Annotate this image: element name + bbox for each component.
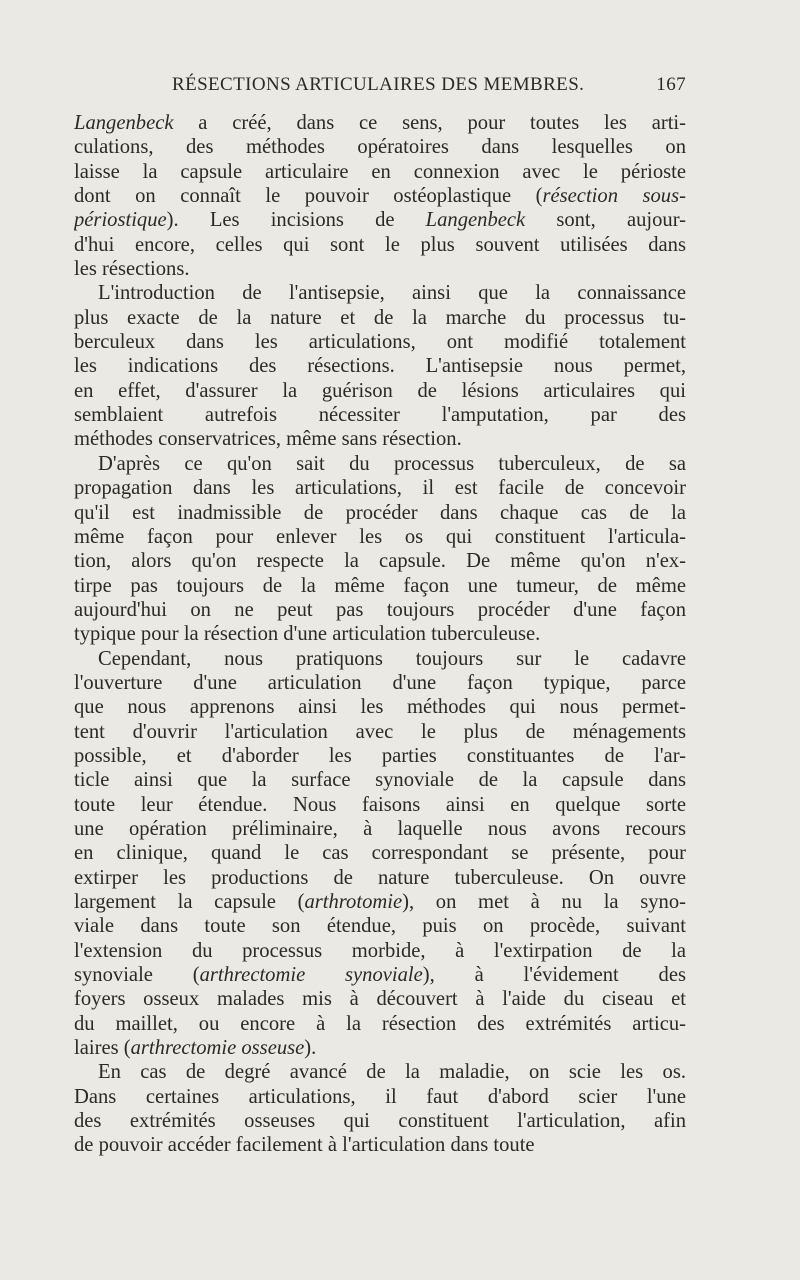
text-segment: une opération préliminaire, à laquelle nous avons recours xyxy=(74,817,686,840)
text-segment: dont on connaît le pouvoir ostéoplastique ( xyxy=(74,185,543,208)
text-line xyxy=(74,987,686,1011)
text-line xyxy=(74,598,686,622)
text-line xyxy=(74,501,686,525)
text-line xyxy=(74,427,686,451)
text-line xyxy=(74,135,686,159)
text-segment: qu'il est inadmissible de procéder dans chaque cas de la xyxy=(74,501,686,524)
text-segment: semblaient autrefois nécessiter l'amputation, par des xyxy=(74,404,686,427)
text-segment: l'ouverture d'une articulation d'une façon typique, parce xyxy=(74,671,686,694)
text-line xyxy=(74,549,686,573)
text-segment: propagation dans les articulations, il est facile de concevoir xyxy=(74,477,686,500)
text-segment: Cependant, nous pratiquons toujours sur le cadavre xyxy=(98,647,686,670)
text-line xyxy=(74,866,686,890)
text-line xyxy=(74,1133,686,1157)
italic-term: arthrectomie synoviale xyxy=(199,964,423,987)
text-line xyxy=(74,111,686,135)
text-segment: typique pour la résection d'une articulation tuberculeuse. xyxy=(74,623,541,646)
paragraph xyxy=(74,281,686,451)
text-line xyxy=(74,306,686,330)
text-segment: foyers osseux malades mis à découvert à l'aide du ciseau et xyxy=(74,988,686,1011)
text-line xyxy=(74,208,686,232)
paragraph xyxy=(74,452,686,647)
text-line xyxy=(74,1060,686,1084)
text-line xyxy=(74,160,686,184)
text-line xyxy=(74,622,686,646)
text-segment: sont, aujour- xyxy=(525,209,686,232)
italic-term: arthrotomie xyxy=(304,891,403,913)
text-segment: les indications des résections. L'antisepsie nous permet, xyxy=(74,355,686,378)
text-segment: ), à l'évidement des xyxy=(422,964,686,987)
text-line xyxy=(74,720,686,744)
text-segment: tion, alors qu'on respecte la capsule. De même qu'on n'ex- xyxy=(74,550,686,573)
text-line xyxy=(74,403,686,427)
text-segment: du maillet, ou encore à la résection des extrémités articu- xyxy=(74,1012,686,1035)
text-line xyxy=(74,963,686,987)
text-segment: de pouvoir accéder facilement à l'articulation dans toute xyxy=(74,1134,535,1157)
text-line xyxy=(74,281,686,305)
text-line xyxy=(74,695,686,719)
text-line xyxy=(74,476,686,500)
text-line xyxy=(74,647,686,671)
text-segment: les résections. xyxy=(74,258,190,281)
text-line xyxy=(74,330,686,354)
text-line xyxy=(74,768,686,792)
text-line xyxy=(74,1012,686,1036)
text-line xyxy=(74,890,686,914)
paragraph xyxy=(74,1060,686,1157)
text-line xyxy=(74,914,686,938)
text-segment: en effet, d'assurer la guérison de lésions articulaires qui xyxy=(74,379,686,402)
text-segment: en clinique, quand le cas correspondant se présente, pour xyxy=(74,842,686,865)
text-line xyxy=(74,233,686,257)
text-segment: d'hui encore, celles qui sont le plus souvent utilisées dans xyxy=(74,233,686,256)
text-segment: l'extension du processus morbide, à l'extirpation de la xyxy=(74,939,686,962)
text-line xyxy=(74,574,686,598)
text-segment: berculeux dans les articulations, ont modifié totalement xyxy=(74,331,686,354)
text-segment: En cas de degré avancé de la maladie, on scie les os. xyxy=(98,1061,686,1084)
text-line xyxy=(74,793,686,817)
text-line xyxy=(74,817,686,841)
text-segment: culations, des méthodes opératoires dans lesquelles on xyxy=(74,136,686,159)
italic-term: résection sous- xyxy=(542,185,686,208)
text-segment: synoviale ( xyxy=(74,964,200,987)
italic-term: périostique xyxy=(74,209,167,232)
text-segment: même façon pour enlever les os qui constituent l'articula- xyxy=(74,525,686,548)
text-line xyxy=(74,1036,686,1060)
text-segment: viale dans toute son étendue, puis on procède, suivant xyxy=(74,915,686,938)
text-segment: ). Les incisions de xyxy=(166,209,426,232)
text-line xyxy=(74,379,686,403)
italic-term: Langenbeck xyxy=(425,209,526,232)
text-segment: aujourd'hui on ne peut pas toujours procéder d'une façon xyxy=(74,598,686,621)
text-line xyxy=(74,744,686,768)
text-segment: largement la capsule ( xyxy=(74,891,305,913)
text-segment: a créé, dans ce sens, pour toutes les arti- xyxy=(173,112,686,134)
text-segment: toute leur étendue. Nous faisons ainsi en quelque sorte xyxy=(74,793,686,816)
text-segment: ), on met à nu la syno- xyxy=(402,891,686,913)
text-segment: que nous apprenons ainsi les méthodes qui nous permet- xyxy=(74,696,686,719)
running-title: RÉSECTIONS ARTICULAIRES DES MEMBRES. xyxy=(172,74,585,95)
text-segment: Dans certaines articulations, il faut d'abord scier l'une xyxy=(74,1085,686,1108)
text-segment: laisse la capsule articulaire en connexion avec le périoste xyxy=(74,160,686,183)
text-line xyxy=(74,1109,686,1133)
text-segment: ticle ainsi que la surface synoviale de la capsule dans xyxy=(74,769,686,792)
italic-term: arthrectomie osseuse xyxy=(130,1037,305,1060)
text-line xyxy=(74,671,686,695)
text-segment: tirpe pas toujours de la même façon une tumeur, de même xyxy=(74,574,686,597)
text-segment: laires ( xyxy=(74,1037,131,1060)
text-segment: méthodes conservatrices, même sans résection. xyxy=(74,428,462,451)
text-segment: ). xyxy=(304,1037,317,1060)
text-line xyxy=(74,452,686,476)
text-line xyxy=(74,939,686,963)
text-line xyxy=(74,184,686,208)
text-segment: tent d'ouvrir l'articulation avec le plus de ménagements xyxy=(74,720,686,743)
text-line xyxy=(74,257,686,281)
paragraph xyxy=(74,111,686,281)
body-text xyxy=(74,111,686,1158)
text-line xyxy=(74,354,686,378)
page-number: 167 xyxy=(656,74,686,95)
running-header xyxy=(172,74,686,98)
text-line xyxy=(74,525,686,549)
text-segment: D'après ce qu'on sait du processus tuberculeux, de sa xyxy=(98,452,686,475)
italic-term: Langenbeck xyxy=(74,112,174,134)
text-segment: extirper les productions de nature tuberculeuse. On ouvre xyxy=(74,866,686,889)
text-line xyxy=(74,841,686,865)
paragraph xyxy=(74,647,686,1061)
text-segment: des extrémités osseuses qui constituent l'articulation, afin xyxy=(74,1110,686,1133)
text-segment: possible, et d'aborder les parties constituantes de l'ar- xyxy=(74,744,686,767)
text-segment: L'introduction de l'antisepsie, ainsi que la connaissance xyxy=(98,282,686,305)
text-segment: plus exacte de la nature et de la marche du processus tu- xyxy=(74,306,686,329)
text-line xyxy=(74,1085,686,1109)
